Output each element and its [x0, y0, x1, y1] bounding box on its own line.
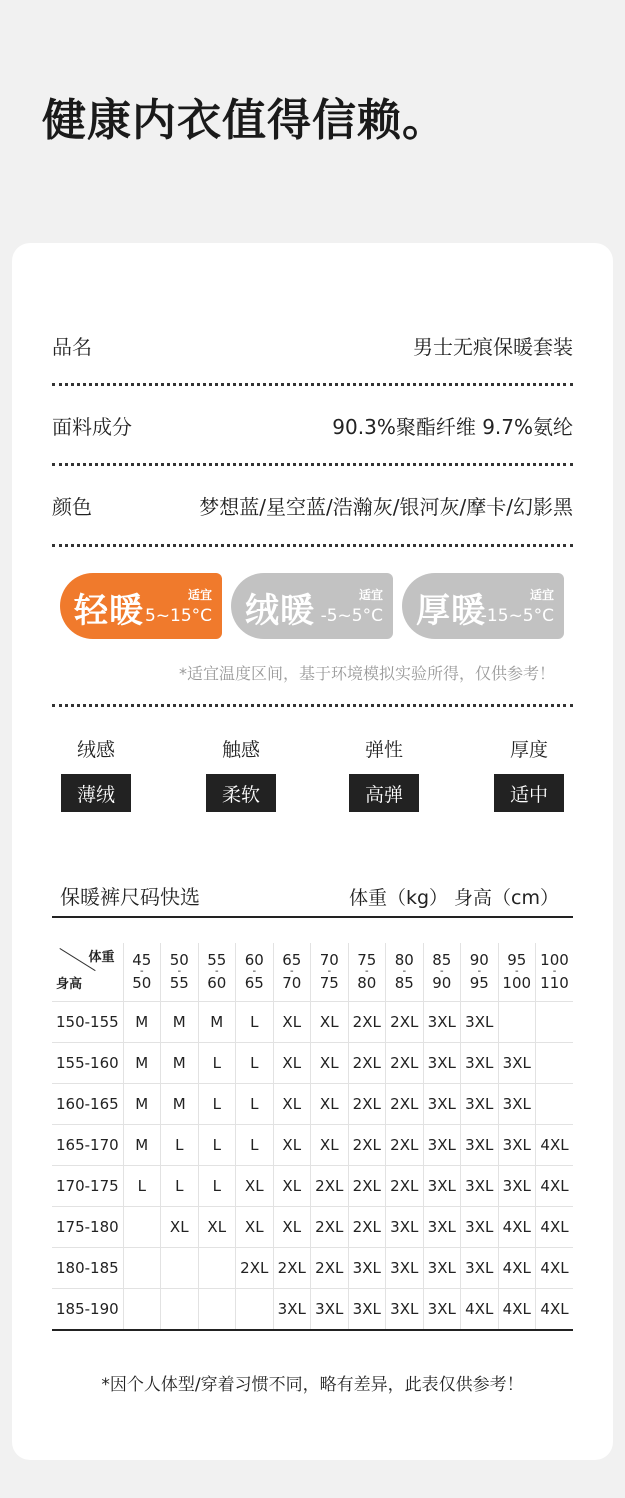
- size-cell: [198, 1289, 236, 1330]
- size-cell: 2XL: [311, 1166, 349, 1207]
- warmth-tag: 适宜: [358, 588, 383, 602]
- weight-min: 75: [357, 951, 377, 969]
- table-row: [52, 1002, 573, 1043]
- size-cell: L: [198, 1084, 236, 1125]
- weight-max: 65: [244, 974, 264, 992]
- height-range-cell: 160-165: [52, 1084, 123, 1125]
- warmth-name: 绒暖: [245, 591, 315, 631]
- size-cell: 3XL: [461, 1002, 499, 1043]
- range-dash: -: [214, 966, 219, 977]
- warmth-temp: -5~5°C: [320, 606, 383, 626]
- size-cell: XL: [273, 1084, 311, 1125]
- feature-value-elasticity: 高弹: [349, 774, 419, 812]
- size-cell: 4XL: [498, 1207, 536, 1248]
- dotted-divider: [52, 463, 573, 466]
- weight-min: 70: [319, 951, 339, 969]
- size-chart-columns-label: 体重（kg） 身高（cm）: [348, 887, 559, 909]
- feature-label-thickness: 厚度: [509, 739, 548, 761]
- size-cell: 2XL: [386, 1084, 424, 1125]
- range-dash: -: [289, 966, 294, 977]
- weight-min: 90: [469, 951, 489, 969]
- size-cell: 3XL: [273, 1289, 311, 1330]
- page-headline: 健康内衣值得信赖。: [42, 95, 447, 146]
- size-cell: [161, 1289, 199, 1330]
- size-cell: 3XL: [311, 1289, 349, 1330]
- range-dash: -: [439, 966, 444, 977]
- weight-max: 75: [319, 974, 339, 992]
- size-chart-table: [52, 943, 573, 1331]
- size-cell: 3XL: [423, 1289, 461, 1330]
- size-cell: L: [198, 1043, 236, 1084]
- warmth-option-light[interactable]: [60, 573, 222, 639]
- weight-max: 50: [132, 974, 152, 992]
- info-value: 90.3%聚酯纤维 9.7%氨纶: [332, 414, 573, 439]
- weight-range-header: [423, 943, 461, 1002]
- size-cell: 3XL: [348, 1248, 386, 1289]
- size-cell: M: [123, 1125, 161, 1166]
- size-cell: M: [161, 1084, 199, 1125]
- size-cell: 3XL: [348, 1289, 386, 1330]
- size-cell: 3XL: [461, 1043, 499, 1084]
- size-cell: L: [236, 1002, 274, 1043]
- table-row: [52, 1207, 573, 1248]
- weight-range-header: [198, 943, 236, 1002]
- size-cell: M: [161, 1002, 199, 1043]
- size-cell: L: [161, 1166, 199, 1207]
- size-cell: 2XL: [348, 1002, 386, 1043]
- size-chart-title: 保暖裤尺码快选: [60, 885, 200, 909]
- size-cell: 3XL: [461, 1166, 499, 1207]
- size-cell: L: [123, 1166, 161, 1207]
- size-cell: XL: [273, 1002, 311, 1043]
- range-dash: -: [477, 966, 482, 977]
- weight-range-header: [236, 943, 274, 1002]
- size-cell: 3XL: [498, 1084, 536, 1125]
- weight-range-header: [498, 943, 536, 1002]
- weight-range-header: [123, 943, 161, 1002]
- weight-min: 65: [282, 951, 302, 969]
- height-range-cell: 175-180: [52, 1207, 123, 1248]
- info-label: 颜色: [52, 494, 92, 519]
- weight-max: 100: [502, 974, 532, 992]
- size-cell: M: [123, 1043, 161, 1084]
- size-cell: 3XL: [423, 1248, 461, 1289]
- weight-max: 80: [357, 974, 377, 992]
- dotted-divider: [52, 704, 573, 707]
- size-cell: 4XL: [536, 1125, 574, 1166]
- weight-max: 90: [432, 974, 452, 992]
- size-cell: 3XL: [386, 1248, 424, 1289]
- size-cell: [536, 1002, 574, 1043]
- size-cell: [123, 1289, 161, 1330]
- range-dash: -: [552, 966, 557, 977]
- size-cell: 3XL: [498, 1125, 536, 1166]
- height-range-cell: 170-175: [52, 1166, 123, 1207]
- weight-min: 85: [432, 951, 452, 969]
- range-dash: -: [252, 966, 257, 977]
- warmth-temp: -15~5°C: [480, 606, 554, 626]
- info-value: 梦想蓝/星空蓝/浩瀚灰/银河灰/摩卡/幻影黑: [199, 494, 573, 519]
- height-range-cell: 185-190: [52, 1289, 123, 1330]
- weight-range-header: [461, 943, 499, 1002]
- info-value: 男士无痕保暖套装: [413, 334, 573, 359]
- warmth-option-fleece[interactable]: [231, 573, 393, 639]
- warmth-option-thick[interactable]: [402, 573, 564, 639]
- range-dash: -: [364, 966, 369, 977]
- size-cell: XL: [236, 1166, 274, 1207]
- size-cell: M: [123, 1002, 161, 1043]
- size-cell: 3XL: [386, 1289, 424, 1330]
- size-cell: 3XL: [386, 1207, 424, 1248]
- table-row: [52, 1125, 573, 1166]
- table-row: [52, 1084, 573, 1125]
- size-cell: 4XL: [461, 1289, 499, 1330]
- range-dash: -: [327, 966, 332, 977]
- warmth-note: *适宜温度区间，基于环境模拟实验所得，仅供参考！: [178, 664, 555, 683]
- size-cell: XL: [161, 1207, 199, 1248]
- size-cell: XL: [236, 1207, 274, 1248]
- size-chart-rule: [52, 916, 573, 918]
- size-cell: XL: [273, 1125, 311, 1166]
- height-range-cell: 150-155: [52, 1002, 123, 1043]
- weight-max: 85: [394, 974, 414, 992]
- size-cell: XL: [273, 1166, 311, 1207]
- size-cell: XL: [311, 1084, 349, 1125]
- table-row: [52, 1166, 573, 1207]
- size-cell: [498, 1002, 536, 1043]
- size-cell: XL: [273, 1043, 311, 1084]
- info-label: 面料成分: [52, 414, 132, 439]
- size-cell: [198, 1248, 236, 1289]
- info-row-product-name: [52, 315, 573, 375]
- height-range-cell: 165-170: [52, 1125, 123, 1166]
- range-dash: -: [139, 966, 144, 977]
- size-cell: 3XL: [423, 1043, 461, 1084]
- height-range-cell: 180-185: [52, 1248, 123, 1289]
- weight-range-header: [536, 943, 574, 1002]
- dotted-divider: [52, 544, 573, 547]
- size-cell: [236, 1289, 274, 1330]
- size-cell: 2XL: [386, 1166, 424, 1207]
- weight-min: 55: [207, 951, 227, 969]
- size-cell: XL: [198, 1207, 236, 1248]
- size-cell: L: [198, 1125, 236, 1166]
- size-cell: 3XL: [423, 1084, 461, 1125]
- size-cell: 3XL: [461, 1248, 499, 1289]
- size-chart-footnote: *因个人体型/穿着习惯不同，略有差异，此表仅供参考！: [101, 1375, 524, 1395]
- size-cell: 2XL: [348, 1207, 386, 1248]
- weight-max: 60: [207, 974, 227, 992]
- size-cell: 4XL: [536, 1166, 574, 1207]
- size-cell: XL: [273, 1207, 311, 1248]
- weight-range-header: [348, 943, 386, 1002]
- weight-max: 55: [169, 974, 189, 992]
- weight-min: 45: [132, 951, 152, 969]
- size-cell: M: [198, 1002, 236, 1043]
- size-cell: 2XL: [348, 1084, 386, 1125]
- size-cell: [161, 1248, 199, 1289]
- size-cell: 3XL: [423, 1166, 461, 1207]
- size-cell: 2XL: [348, 1125, 386, 1166]
- weight-max: 110: [540, 974, 569, 992]
- product-info-card: [12, 243, 613, 1460]
- table-row: [52, 1289, 573, 1330]
- weight-max: 95: [469, 974, 489, 992]
- weight-min: 80: [394, 951, 414, 969]
- size-cell: M: [161, 1043, 199, 1084]
- size-cell: 3XL: [423, 1125, 461, 1166]
- range-dash: -: [514, 966, 519, 977]
- dotted-divider: [52, 383, 573, 386]
- size-cell: [536, 1084, 574, 1125]
- size-cell: L: [236, 1043, 274, 1084]
- size-cell: 3XL: [461, 1084, 499, 1125]
- feature-value-thickness: 适中: [494, 774, 564, 812]
- feature-label-elasticity: 弹性: [364, 739, 403, 761]
- size-cell: 2XL: [273, 1248, 311, 1289]
- size-cell: 4XL: [536, 1248, 574, 1289]
- weight-min: 100: [540, 951, 569, 969]
- weight-range-header: [311, 943, 349, 1002]
- size-cell: XL: [311, 1043, 349, 1084]
- warmth-tag: 适宜: [187, 588, 212, 602]
- range-dash: -: [177, 966, 182, 977]
- corner-height-label: 身高: [56, 977, 83, 992]
- size-cell: 3XL: [461, 1207, 499, 1248]
- weight-range-header: [161, 943, 199, 1002]
- size-cell: 4XL: [498, 1248, 536, 1289]
- size-cell: XL: [311, 1002, 349, 1043]
- size-cell: 2XL: [236, 1248, 274, 1289]
- size-cell: 2XL: [348, 1166, 386, 1207]
- weight-min: 95: [507, 951, 527, 969]
- size-cell: [123, 1248, 161, 1289]
- info-row-color: [52, 475, 573, 535]
- size-cell: 4XL: [536, 1289, 574, 1330]
- weight-max: 70: [282, 974, 302, 992]
- size-cell: M: [123, 1084, 161, 1125]
- warmth-temp: 5~15°C: [144, 606, 212, 626]
- size-cell: 2XL: [348, 1043, 386, 1084]
- size-cell: 3XL: [423, 1207, 461, 1248]
- size-cell: 3XL: [498, 1043, 536, 1084]
- corner-weight-label: 体重: [88, 950, 115, 965]
- warmth-name: 厚暖: [416, 591, 486, 631]
- size-cell: L: [198, 1166, 236, 1207]
- table-row: [52, 1248, 573, 1289]
- table-row: [52, 1043, 573, 1084]
- size-chart-header-row: [52, 943, 573, 1002]
- size-cell: 2XL: [311, 1207, 349, 1248]
- weight-min: 50: [169, 951, 189, 969]
- size-cell: [536, 1043, 574, 1084]
- size-cell: 3XL: [423, 1002, 461, 1043]
- size-cell: L: [161, 1125, 199, 1166]
- feature-label-touch: 触感: [221, 739, 260, 761]
- weight-range-header: [273, 943, 311, 1002]
- height-range-cell: 155-160: [52, 1043, 123, 1084]
- size-cell: 4XL: [498, 1289, 536, 1330]
- weight-range-header: [386, 943, 424, 1002]
- range-dash: -: [402, 966, 407, 977]
- size-cell: 2XL: [311, 1248, 349, 1289]
- info-label: 品名: [52, 334, 92, 359]
- size-cell: 3XL: [498, 1166, 536, 1207]
- weight-min: 60: [244, 951, 264, 969]
- size-cell: 2XL: [386, 1002, 424, 1043]
- feature-label-fleece: 绒感: [76, 739, 115, 761]
- size-cell: 3XL: [461, 1125, 499, 1166]
- warmth-tag: 适宜: [529, 588, 554, 602]
- feature-value-touch: 柔软: [206, 774, 276, 812]
- warmth-name: 轻暖: [74, 591, 144, 631]
- size-cell: XL: [311, 1125, 349, 1166]
- size-cell: L: [236, 1084, 274, 1125]
- size-cell: [123, 1207, 161, 1248]
- size-chart-corner: [52, 943, 123, 1002]
- size-cell: 2XL: [386, 1125, 424, 1166]
- info-row-fabric: [52, 395, 573, 455]
- feature-value-fleece: 薄绒: [61, 774, 131, 812]
- size-cell: L: [236, 1125, 274, 1166]
- size-cell: 2XL: [386, 1043, 424, 1084]
- size-cell: 4XL: [536, 1207, 574, 1248]
